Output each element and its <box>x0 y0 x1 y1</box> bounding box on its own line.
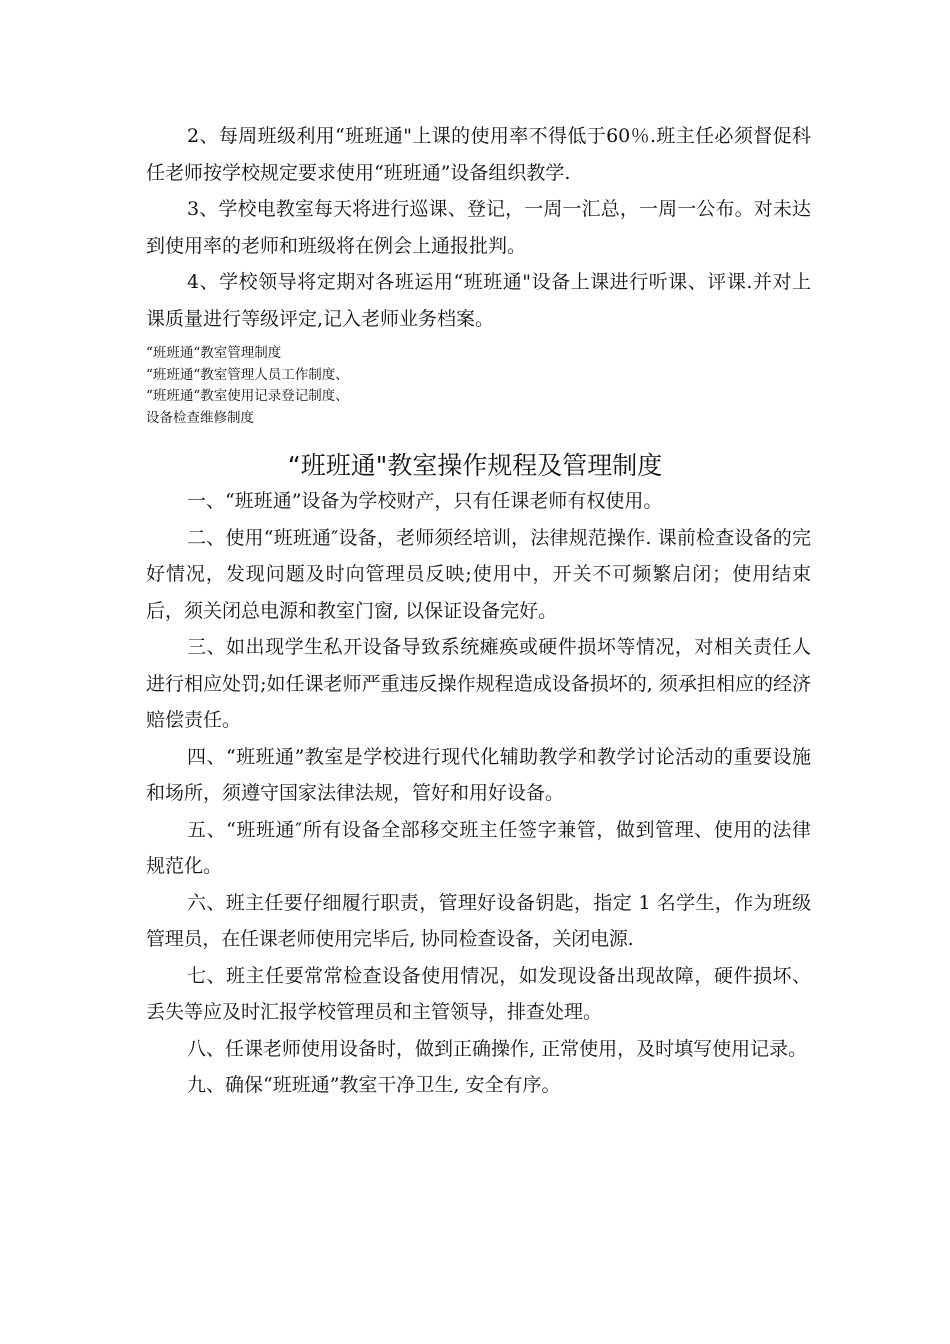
rule-paragraph-8: 八、任课老师使用设备时，做到正确操作, 正常使用，及时填写使用记录。 <box>187 1037 808 1060</box>
intro-paragraph-2: 2、每周班级利用“班班通"上课的使用率不得低于60％.班主任必须督促科任老师按学校规定要求使用“班班通”设备组织教学. <box>146 125 811 184</box>
rule-paragraph-1: 一、“班班通”设备为学校财产，只有任课老师有权使用。 <box>187 490 663 512</box>
rule-paragraph-4: 四、“班班通”教室是学校进行现代化辅助教学和教学讨论活动的重要设施和场所，须遵守国家法律法规，管好和用好设备。 <box>146 745 811 804</box>
intro-section <box>146 118 811 337</box>
regulation-list-item: “班班通“教室管理人员工作制度、 <box>146 366 349 383</box>
regulation-list <box>146 343 546 429</box>
rule-paragraph-3: 三、如出现学生私开设备导致系统瘫痪或硬件损坏等情况，对相关责任人进行相应处罚;如任课老师严重违反操作规程造成设备损坏的, 须承担相应的经济赔偿责任。 <box>146 636 811 731</box>
rule-paragraph-7: 七、班主任要常常检查设备使用情况，如发现设备出现故障，硬件损坏、丢失等应及时汇报学校管理员和主管领导，排查处理。 <box>146 964 811 1023</box>
regulation-list-item: “班班通“教室管理制度 <box>146 345 282 361</box>
rule-paragraph-5: 五、“班班通″所有设备全部移交班主任签字兼管，做到管理、使用的法律规范化。 <box>146 818 811 877</box>
rule-paragraph-6: 六、班主任要仔细履行职责，管理好设备钥匙，指定 1 名学生，作为班级管理员，在任课老师使用完毕后, 协同检查设备，关闭电源. <box>146 891 811 950</box>
page-title: “班班通"教室操作规程及管理制度 <box>287 451 663 480</box>
regulation-list-item: 设备检查维修制度 <box>146 409 254 426</box>
rules-section <box>146 483 811 1104</box>
rule-paragraph-9: 九、确保“班班通”教室干净卫生, 安全有序。 <box>187 1074 561 1096</box>
rule-paragraph-2: 二、使用“班班通″设备，老师须经培训，法律规范操作. 课前检查设备的完好情况，发现问题及时向管理员反映;使用中，开关不可频繁启闭；使用结束后，须关闭总电源和教室门窗, 以保证设备完好。 <box>146 526 811 622</box>
intro-paragraph-3: 3、学校电教室每天将进行巡课、登记，一周一汇总，一周一公布。对未达到使用率的老师和班级将在例会上通报批判。 <box>146 198 811 257</box>
intro-paragraph-4: 4、学校领导将定期对各班运用“班班通"设备上课进行听课、评课.并对上课质量进行等级评定,记入老师业务档案。 <box>146 271 811 330</box>
regulation-list-item: “班班通“教室使用记录登记制度、 <box>146 388 349 404</box>
